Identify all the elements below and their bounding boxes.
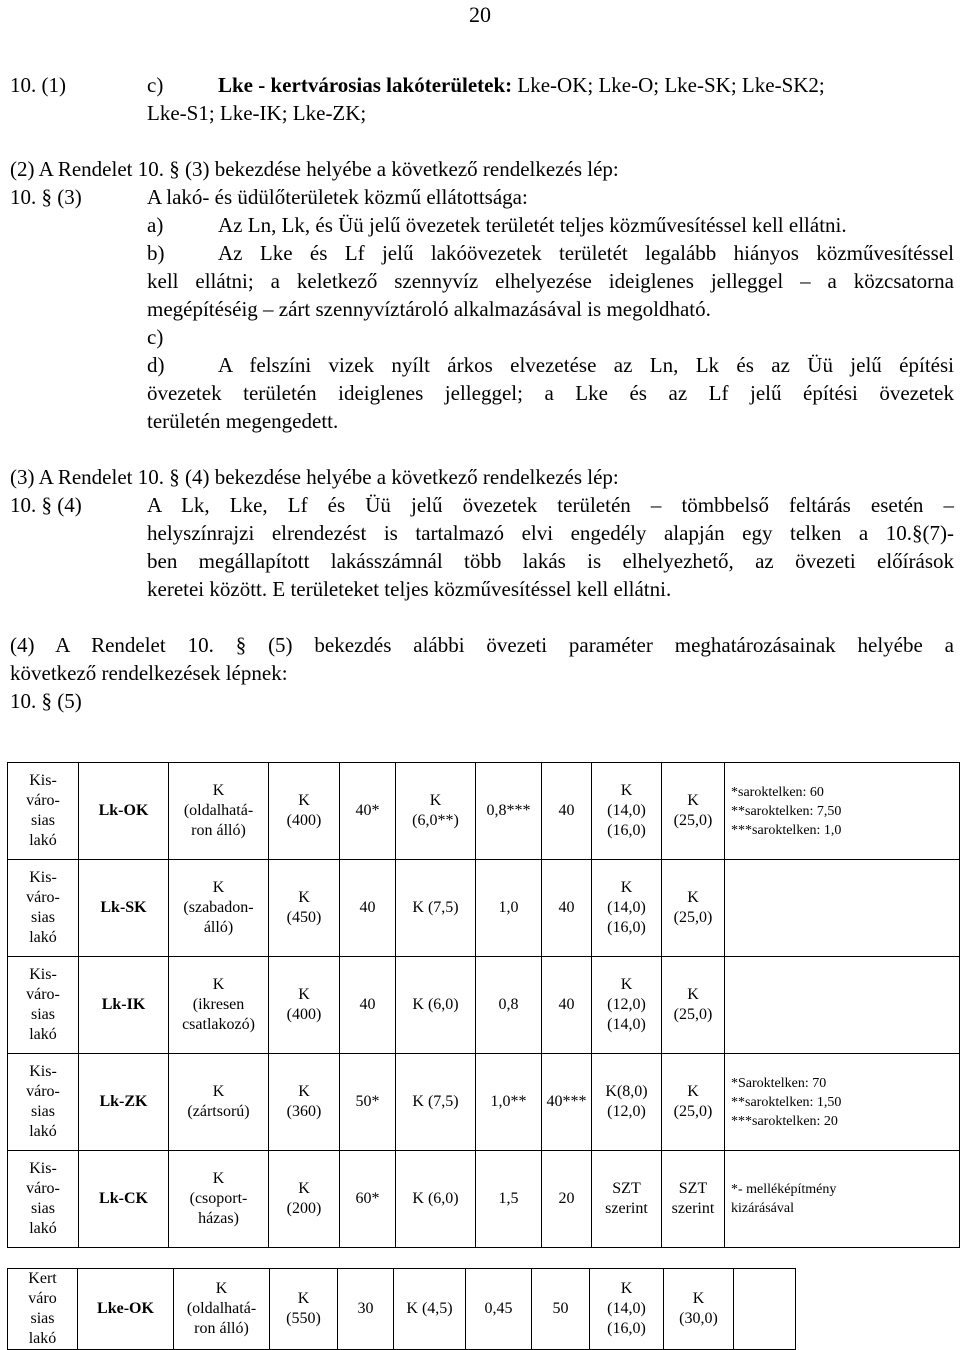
min-green-area-cell: 50 <box>532 1269 590 1350</box>
min-green-area-cell: 20 <box>542 1151 592 1248</box>
p4-line-4: keretei között. E területeket teljes közművesítéssel kell ellátni. <box>147 577 672 601</box>
zone-code-cell: Lk-SK <box>79 860 169 957</box>
table-row <box>8 860 960 957</box>
building-height-cell: K (4,5) <box>394 1269 466 1350</box>
min-lot-area-cell: K (200) <box>269 1151 340 1248</box>
min-lot-area-cell: K (550) <box>270 1269 338 1350</box>
max-coverage-cell: 30 <box>338 1269 394 1350</box>
floor-area-ratio-cell: 0,8*** <box>476 763 542 860</box>
section-number: 10. (1) <box>10 73 66 97</box>
table-row <box>8 763 960 860</box>
min-green-area-cell: 40*** <box>542 1054 592 1151</box>
zone-code-cell: Lk-OK <box>79 763 169 860</box>
min-green-area-cell: 40 <box>542 860 592 957</box>
zone-codes-cont: Lke-S1; Lke-IK; Lke-ZK; <box>147 101 367 125</box>
item-d-line-2: övezetek területén ideiglenes jelleggel; a Lke és az Lf jelű építési övezetek <box>147 381 954 405</box>
notes-cell: *Saroktelken: 70 **saroktelken: 1,50 ***saroktelken: 20 <box>725 1054 960 1151</box>
amendment-4-line-2: következő rendelkezések lépnek: <box>10 661 288 685</box>
max-coverage-cell: 40 <box>340 860 396 957</box>
floor-area-ratio-cell: 1,0** <box>476 1054 542 1151</box>
floor-area-ratio-cell: 0,8 <box>476 957 542 1054</box>
item-d-line-1: A felszíni vizek nyílt árkos elvezetése az Ln, Lk és az Üü jelű építési <box>218 353 954 377</box>
table-row <box>8 957 960 1054</box>
lot-depth-cell: K (25,0) <box>662 860 725 957</box>
building-height-cell: K (6,0) <box>396 957 476 1054</box>
building-mode-cell: K (szabadon- álló) <box>169 860 269 957</box>
section-heading: A lakó- és üdülőterületek közmű ellátottsága: <box>147 185 528 209</box>
max-coverage-cell: 50* <box>340 1054 396 1151</box>
zone-code-cell: Lk-ZK <box>79 1054 169 1151</box>
notes-cell: *saroktelken: 60 **saroktelken: 7,50 ***saroktelken: 1,0 <box>725 763 960 860</box>
lot-width-cell: K (14,0) (16,0) <box>590 1269 664 1350</box>
zone-title: Lke - kertvárosias lakóterületek: <box>218 73 513 97</box>
lot-width-cell: K (14,0) (16,0) <box>592 860 662 957</box>
section-number: 10. § (3) <box>10 185 82 209</box>
amendment-4-line-1: (4) A Rendelet 10. § (5) bekezdés alábbi övezeti paraméter meghatározásainak helyébe a <box>10 633 954 657</box>
notes-cell <box>725 860 960 957</box>
table-row <box>8 1269 796 1350</box>
lot-depth-cell: K (25,0) <box>662 763 725 860</box>
min-lot-area-cell: K (360) <box>269 1054 340 1151</box>
zone-category-cell: Kis- váro- sias lakó <box>8 763 79 860</box>
floor-area-ratio-cell: 1,5 <box>476 1151 542 1248</box>
zone-code-cell: Lk-IK <box>79 957 169 1054</box>
min-lot-area-cell: K (400) <box>269 763 340 860</box>
lot-depth-cell: K (25,0) <box>662 957 725 1054</box>
min-green-area-cell: 40 <box>542 763 592 860</box>
notes-cell <box>725 957 960 1054</box>
page-number: 20 <box>469 2 491 27</box>
building-mode-cell: K (zártsorú) <box>169 1054 269 1151</box>
zone-category-cell: Kis- váro- sias lakó <box>8 957 79 1054</box>
floor-area-ratio-cell: 0,45 <box>466 1269 532 1350</box>
zone-category-cell: Kis- váro- sias lakó <box>8 1054 79 1151</box>
amendment-2: (2) A Rendelet 10. § (3) bekezdése helyébe a következő rendelkezés lép: <box>10 157 619 181</box>
min-lot-area-cell: K (400) <box>269 957 340 1054</box>
table-row <box>8 1151 960 1248</box>
zone-category-cell: Kis- váro- sias lakó <box>8 1151 79 1248</box>
p4-line-3: ben megállapított lakásszámnál több lakás is elhelyezhető, az övezeti előírások <box>147 549 954 573</box>
building-mode-cell: K (oldalhatá- ron álló) <box>169 763 269 860</box>
section-number: 10. § (4) <box>10 493 82 517</box>
parameter-table-kertvaros <box>7 1268 796 1350</box>
item-b-line-2: kell ellátni; a keletkező szennyvíz elhelyezése ideiglenes jelleggel – a közcsatorna <box>147 269 954 293</box>
floor-area-ratio-cell: 1,0 <box>476 860 542 957</box>
zone-codes: Lke-OK; Lke-O; Lke-SK; Lke-SK2; <box>517 73 825 97</box>
lot-width-cell: K (12,0) (14,0) <box>592 957 662 1054</box>
min-green-area-cell: 40 <box>542 957 592 1054</box>
notes-cell <box>734 1269 796 1350</box>
item-label: d) <box>147 353 165 377</box>
parameter-table <box>7 762 960 1248</box>
max-coverage-cell: 60* <box>340 1151 396 1248</box>
zone-category-cell: Kis- váro- sias lakó <box>8 860 79 957</box>
building-mode-cell: K (ikresen csatlakozó) <box>169 957 269 1054</box>
building-height-cell: K (7,5) <box>396 1054 476 1151</box>
item-d-line-3: területén megengedett. <box>147 409 339 433</box>
table-row <box>8 1054 960 1151</box>
lot-width-cell: K(8,0) (12,0) <box>592 1054 662 1151</box>
section-heading <box>218 71 825 99</box>
item-b-line-3: megépítéséig – zárt szennyvíztároló alkalmazásával is megoldható. <box>147 297 711 321</box>
building-height-cell: K (6,0) <box>396 1151 476 1248</box>
p4-line-2: helyszínrajzi elrendezést is tartalmazó elvi engedély alapján egy telken a 10.§(7)- <box>147 521 954 545</box>
amendment-3: (3) A Rendelet 10. § (4) bekezdése helyébe a következő rendelkezés lép: <box>10 465 619 489</box>
item-label: c) <box>147 73 164 97</box>
item-label: c) <box>147 325 164 349</box>
max-coverage-cell: 40* <box>340 763 396 860</box>
building-height-cell: K (7,5) <box>396 860 476 957</box>
item-b-line-1: Az Lke és Lf jelű lakóövezetek területét legalább hiányos közművesítéssel <box>218 241 954 265</box>
p4-line-1: A Lk, Lke, Lf és Üü jelű övezetek területén – tömbbelső feltárás esetén – <box>147 493 954 517</box>
lot-width-cell: SZT szerint <box>592 1151 662 1248</box>
item-label: b) <box>147 241 165 265</box>
building-height-cell: K (6,0**) <box>396 763 476 860</box>
lot-depth-cell: SZT szerint <box>662 1151 725 1248</box>
amendment-4-line-3: 10. § (5) <box>10 689 82 713</box>
lot-depth-cell: K (25,0) <box>662 1054 725 1151</box>
item-a-text: Az Ln, Lk, és Üü jelű övezetek területét teljes közművesítéssel kell ellátni. <box>218 213 847 237</box>
min-lot-area-cell: K (450) <box>269 860 340 957</box>
zone-category-cell: Kert váro sias lakó <box>8 1269 78 1350</box>
item-label: a) <box>147 213 164 237</box>
building-mode-cell: K (csoport- házas) <box>169 1151 269 1248</box>
zone-code-cell: Lke-OK <box>78 1269 174 1350</box>
lot-width-cell: K (14,0) (16,0) <box>592 763 662 860</box>
notes-cell: *- melléképítmény kizárásával <box>725 1151 960 1248</box>
building-mode-cell: K (oldalhatá- ron álló) <box>174 1269 270 1350</box>
zone-code-cell: Lk-CK <box>79 1151 169 1248</box>
max-coverage-cell: 40 <box>340 957 396 1054</box>
lot-depth-cell: K (30,0) <box>664 1269 734 1350</box>
